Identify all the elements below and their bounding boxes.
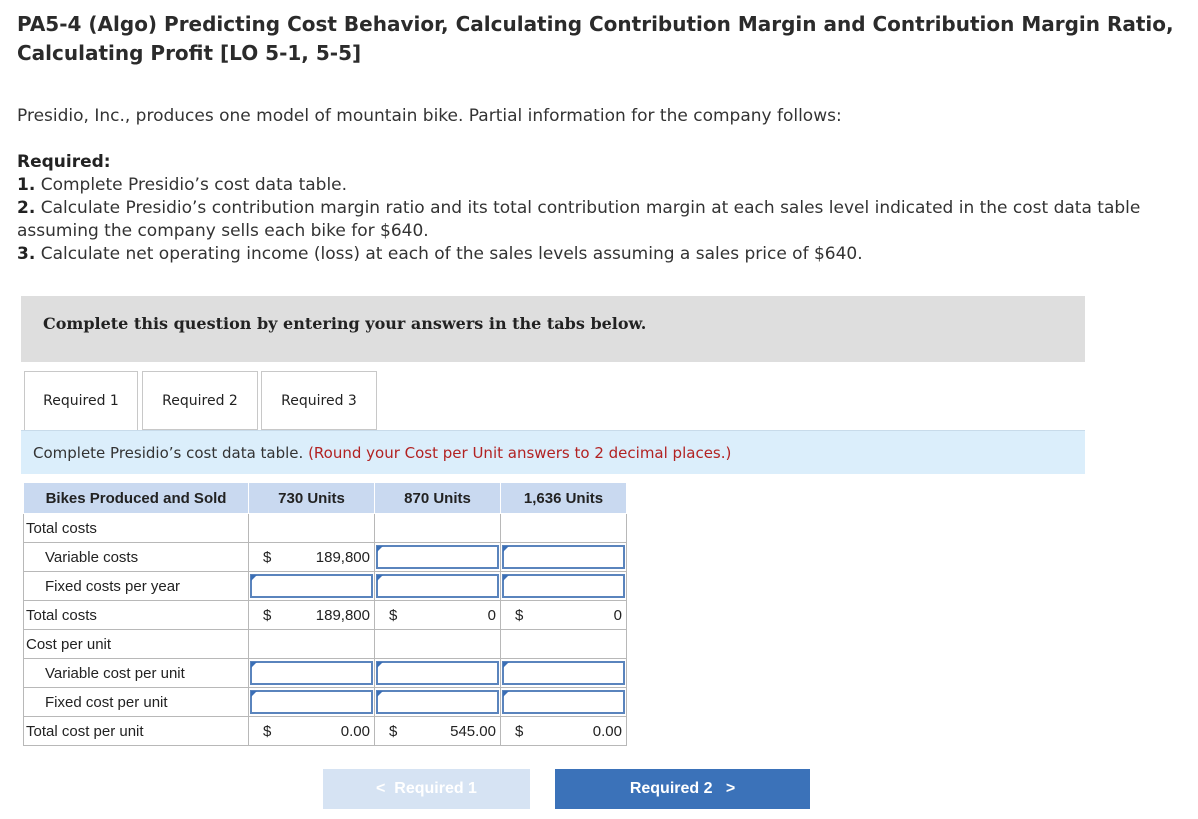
intro-text: Presidio, Inc., produces one model of mountain bike. Partial information for the company follows: [17,106,842,126]
total-cost-per-unit-870: $ 545.00 [375,717,501,746]
variable-costs-730: $ 189,800 [249,543,375,572]
table-row [24,601,627,630]
table-row [24,572,627,601]
next-tab-button[interactable] [555,769,810,809]
table-row [24,514,627,543]
next-tab-label: Required 2 [629,780,713,797]
variable-cost-per-unit-730-input[interactable] [249,659,375,688]
row-label-fixed-cost-per-unit: Fixed cost per unit [24,688,249,717]
fixed-cost-per-unit-730-input[interactable] [249,688,375,717]
row-label-variable-cost-per-unit: Variable cost per unit [24,659,249,688]
tab-required-3[interactable]: Required 3 [261,371,377,430]
tab-required-1[interactable]: Required 1 [24,371,138,430]
table-row [24,688,627,717]
rounding-note: (Round your Cost per Unit answers to 2 decimal places.) [308,444,732,462]
table-row [24,630,627,659]
previous-tab-label: Required 1 [394,780,477,797]
total-costs-730: $ 189,800 [249,601,375,630]
header-1636-units: 1,636 Units [501,483,627,514]
cost-data-table [23,482,627,746]
table-row [24,717,627,746]
row-label-fixed-costs: Fixed costs per year [24,572,249,601]
banner-text: Complete this question by entering your answers in the tabs below. [43,314,647,333]
table-row [24,543,627,572]
row-label-total-costs: Total costs [24,601,249,630]
variable-costs-1636-input[interactable] [501,543,627,572]
instructions-banner [21,296,1085,362]
variable-cost-per-unit-1636-input[interactable] [501,659,627,688]
fixed-cost-per-unit-1636-input[interactable] [501,688,627,717]
header-870-units: 870 Units [375,483,501,514]
header-bikes: Bikes Produced and Sold [24,483,249,514]
previous-tab-button[interactable] [323,769,530,809]
tab-required-2[interactable]: Required 2 [142,371,258,430]
total-costs-1636: $ 0 [501,601,627,630]
fixed-costs-870-input[interactable] [375,572,501,601]
required-item-1: 1. Complete Presidio’s cost data table. [17,175,348,195]
required-section [17,151,1182,266]
tab-instruction [21,430,1085,474]
row-label-cost-per-unit-heading: Cost per unit [24,630,249,659]
total-costs-870: $ 0 [375,601,501,630]
required-item-2: 2. Calculate Presidio’s contribution margin ratio and its total contribution margin at each sales level indicated in the cost data table assuming the company sells each bike for $640. [17,198,1141,241]
row-label-total-costs-heading: Total costs [24,514,249,543]
fixed-costs-730-input[interactable] [249,572,375,601]
variable-costs-870-input[interactable] [375,543,501,572]
chevron-right-icon: > [725,780,736,797]
required-item-3: 3. Calculate net operating income (loss) at each of the sales levels assuming a sales price of $640. [17,244,863,264]
chevron-left-icon: < [376,780,386,797]
table-header-row [24,483,627,514]
fixed-cost-per-unit-870-input[interactable] [375,688,501,717]
required-heading: Required: [17,152,111,172]
header-730-units: 730 Units [249,483,375,514]
table-row [24,659,627,688]
total-cost-per-unit-1636: $ 0.00 [501,717,627,746]
row-label-total-cost-per-unit: Total cost per unit [24,717,249,746]
row-label-variable-costs: Variable costs [24,543,249,572]
fixed-costs-1636-input[interactable] [501,572,627,601]
question-title: PA5-4 (Algo) Predicting Cost Behavior, Calculating Contribution Margin and Contribution Margin Ratio, Calculating Profit [LO 5-1, 5-5] [17,12,1174,65]
variable-cost-per-unit-870-input[interactable] [375,659,501,688]
instruction-text: Complete Presidio’s cost data table. [33,444,309,462]
total-cost-per-unit-730: $ 0.00 [249,717,375,746]
